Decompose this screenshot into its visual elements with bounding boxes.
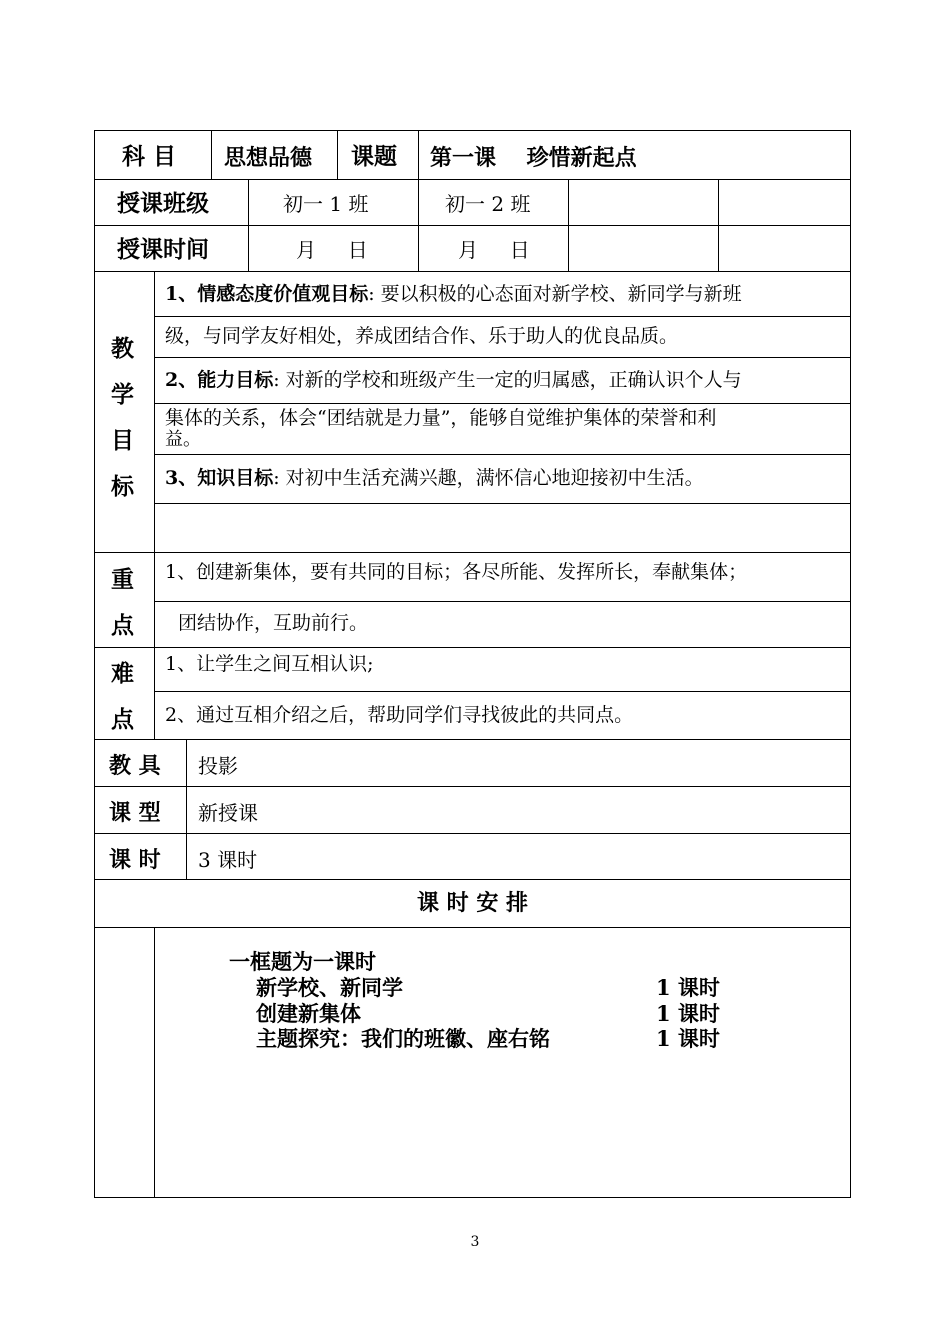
schedule-intro: 一框题为一课时 — [229, 949, 376, 974]
subject-value: 思想品德 — [224, 145, 313, 171]
table-col-line — [154, 927, 155, 1198]
schedule-item-hours: 1 课时 — [656, 1026, 720, 1051]
table-row-line — [154, 357, 851, 358]
table-row-line — [154, 503, 851, 504]
objective-text: 级，与同学友好相处，养成团结合作、乐于助人的优良品质。 — [165, 325, 679, 347]
schedule-item-name: 创建新集体 — [256, 1001, 361, 1026]
table-col-line — [154, 271, 155, 647]
schedule-item-name: 主题探究：我们的班徽、座右铭 — [256, 1026, 550, 1051]
key-point-text: 团结协作，互助前行。 — [178, 612, 369, 634]
classes-label: 授课班级 — [117, 191, 209, 217]
table-row-line — [154, 316, 851, 317]
objective-item — [165, 371, 742, 390]
table-row-line — [94, 927, 851, 928]
key-point-text: 1、创建新集体，要有共同的目标；各尽所能、发挥所长，奉献集体； — [165, 561, 748, 583]
table-col-line — [418, 179, 419, 272]
difficult-point-text: 1、让学生之间互相认识; — [165, 653, 374, 675]
lesson-type-value: 新授课 — [198, 801, 258, 825]
tools-label: 教 具 — [109, 753, 161, 779]
table-col-line — [418, 130, 419, 180]
table-col-line — [154, 647, 155, 740]
objective-item — [165, 469, 704, 488]
table-row-line — [154, 601, 851, 602]
objective-text: : 要以积极的心态面对新学校、新同学与新班 — [368, 283, 742, 305]
schedule-item-hours: 1 课时 — [656, 1001, 720, 1026]
table-row-line — [94, 271, 851, 272]
objective-text: : 对初中生活充满兴趣，满怀信心地迎接初中生活。 — [273, 467, 704, 489]
topic-value: 第一课 珍惜新起点 — [430, 145, 637, 171]
hours-value: 3 课时 — [198, 848, 258, 872]
table-row-line — [154, 691, 851, 692]
tools-value: 投影 — [198, 754, 238, 778]
table-border-top — [94, 130, 851, 131]
times-label: 授课时间 — [117, 237, 209, 263]
table-row-line — [94, 739, 851, 740]
table-col-line — [186, 739, 187, 880]
table-row-line — [94, 647, 851, 648]
class-2: 初一 2 班 — [445, 192, 531, 216]
objectives-label-char: 标 — [111, 474, 134, 500]
schedule-item-hours: 1 课时 — [656, 975, 720, 1000]
difficult-points-label-char: 点 — [111, 707, 134, 733]
topic-label: 课题 — [351, 144, 397, 170]
objective-title: 3、知识目标 — [165, 467, 274, 489]
table-row-line — [154, 454, 851, 455]
objective-title: 1、情感态度价值观目标 — [165, 283, 369, 305]
table-row-line — [94, 225, 851, 226]
time-1: 月 日 — [296, 238, 368, 262]
table-border-left — [94, 130, 95, 1198]
page-number: 3 — [470, 1234, 480, 1250]
table-row-line — [154, 403, 851, 404]
table-row-line — [94, 833, 851, 834]
table-row-line — [94, 786, 851, 787]
table-row-line — [94, 179, 851, 180]
table-row-line — [94, 879, 851, 880]
subject-label: 科 目 — [122, 144, 177, 170]
difficult-points-label-char: 难 — [111, 661, 134, 687]
time-2: 月 日 — [458, 238, 530, 262]
objective-title: 2、能力目标 — [165, 369, 274, 391]
table-col-line — [248, 179, 249, 272]
objective-text: : 对新的学校和班级产生一定的归属感，正确认识个人与 — [273, 369, 742, 391]
hours-label: 课 时 — [109, 847, 161, 873]
objectives-label-char: 教 — [111, 336, 134, 362]
objectives-label-char: 学 — [111, 382, 134, 408]
class-1: 初一 1 班 — [283, 192, 369, 216]
table-border-right — [850, 130, 851, 1198]
table-col-line — [568, 179, 569, 272]
table-col-line — [337, 130, 338, 180]
difficult-point-text: 2、通过互相介绍之后，帮助同学们寻找彼此的共同点。 — [165, 704, 634, 726]
objective-text: 集体的关系，体会“团结就是力量”，能够自觉维护集体的荣誉和利 — [165, 407, 717, 429]
table-border-bottom — [94, 1197, 851, 1198]
objective-item — [165, 285, 742, 304]
key-points-label-char: 重 — [111, 567, 134, 593]
table-row-line — [94, 552, 851, 553]
objective-text: 益。 — [165, 429, 201, 450]
key-points-label-char: 点 — [111, 613, 134, 639]
schedule-title: 课 时 安 排 — [417, 890, 528, 916]
table-col-line — [718, 179, 719, 272]
objectives-label-char: 目 — [111, 428, 134, 454]
schedule-item-name: 新学校、新同学 — [256, 975, 403, 1000]
table-col-line — [211, 130, 212, 180]
lesson-type-label: 课 型 — [109, 800, 161, 826]
